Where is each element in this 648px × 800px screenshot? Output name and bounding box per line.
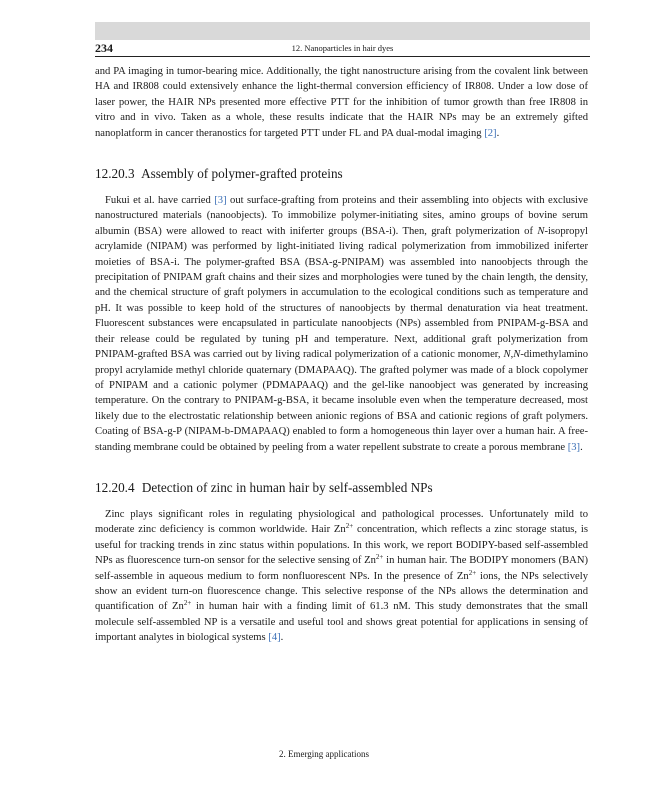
section-heading-zinc-detection [95, 479, 588, 497]
page-number: 234 [95, 41, 113, 55]
citation-link[interactable]: [3] [214, 195, 227, 207]
citation-link[interactable]: [2] [484, 127, 497, 139]
running-title: 12. Nanoparticles in hair dyes [291, 43, 394, 53]
section-number: 12.20.4 [95, 479, 135, 495]
section-paragraph: Zinc plays significant roles in regulating physiological and pathological processes. Unfortunately mild to moderate zinc deficiency is common worldwide. Hair $Zn^{2+}$ concentration, which reflects a zinc storage status, is useful for tracking trends in zinc status within populations. In this work, we report BODIPY-based self-assembled NPs as fluorescence turn-on sensor for the selective sensing of $Zn^{2+}$ in human hair. The BODIPY monomers (BAN) self-assemble in aqueous medium to form nonfluorescent NPs. In the presence of $Zn^{2+}$ ions, the NPs selectively show an evident turn-on fluorescence change. This selective response of the NPs allows the determination and quantification of $Zn^{2+}$ in human hair with a finding limit of 61.3 nM. This study demonstrates that the small molecule self-assembled NP is a versatile and useful tool and shows great potential for applications in sensing of important analytes in biological systems [4]. [95, 508, 588, 644]
citation-link[interactable]: [3] [567, 441, 581, 453]
section-title: Detection of zinc in human hair by self-assembled NPs [141, 479, 433, 495]
page-body [95, 64, 588, 646]
citation-link[interactable]: [4] [268, 632, 281, 644]
section-paragraph: Fukui et al. have carried [3] out surface-grafting from proteins and their assembling into objects with exclusive nanostructured materials (nanoobjects). To immobilize polymer-initiating sites, amino groups of bovine serum albumin (BSA) were allowed to react with iniferter groups (BSA-i). Then, graft polymerization of N-isopropyl acrylamide (NIPAM) was performed by light-initiated living radical polymerization from immobilized iniferter moieties of BSA-i. The polymer-grafted BSA (BSA-g-PNIPAM) was assembled into nanoobjects through the precipitation of PNIPAM graft chains and their sizes and morphologies were tuned by the chain length, the density, and the chemical structure of graft polymers in accumulation to the ecological conditions such as temperature and pH. It was possible to keep hold of the structures of nanoobjects by thermal denaturation via heat treatment. Fluorescent substances were encapsulated in particulate nanoobjects (NPs) assembled from PNIPAM-g-BSA and their release could be regulated by tuning pH and temperature. Next, additional graft polymerization from PNIPAM-grafted BSA was carried out by living radical polymerization of a cationic monomer, N,N-dimethylamino propyl acrylamide methyl chloride quaternary (DMAPAAQ). The grafted polymer was made of a block copolymer of PNIPAM and a cationic polymer (PDMAPAAQ) and the gel-like nanoobject was generated by increasing temperature. On the contrary to PNIPAM-g-BSA, it became insoluble even when the temperature decreased, most likely due to the electrostatic relationship between anionic regions of BSA and cationic regions of graft polymers. Coating of BSA-g-P (NIPAM-b-DMAPAAQ) enabled to form a homogeneous thin layer over a human hair. A free-standing membrane could be obtained by peeling from a water repellent substrate to create a porous membrane [3]. [95, 195, 588, 453]
page-header [95, 40, 590, 56]
zinc-charge: 2+ [375, 553, 384, 562]
intro-paragraph: and PA imaging in tumor-bearing mice. Additionally, the tight nanostructure arising from the covalent link between HA and IR808 could extensively enhance the light-thermal conversion efficiency of IR808. Under a low dose of laser power, the HAIR NPs presented more effective PTT for the inhibition of tumor growth than free IR808 in vitro and in vivo. Taken as a whole, these results indicate that the HAIR NPs may be an extremely gifted nanoplatform in cancer theranostics for targeted PTT under FL and PA dual-modal imaging [2]. [95, 66, 588, 139]
zinc-charge: 2+ [468, 568, 477, 577]
header-rule [95, 56, 590, 57]
zinc-charge: 2+ [183, 599, 192, 608]
section-number: 12.20.3 [95, 166, 135, 182]
section-heading-polymer-grafted-proteins [95, 165, 588, 183]
header-band [95, 22, 590, 40]
zinc-charge: 2+ [345, 522, 354, 531]
page-footer: 2. Emerging applications [278, 749, 370, 759]
section-title: Assembly of polymer-grafted proteins [141, 166, 343, 182]
